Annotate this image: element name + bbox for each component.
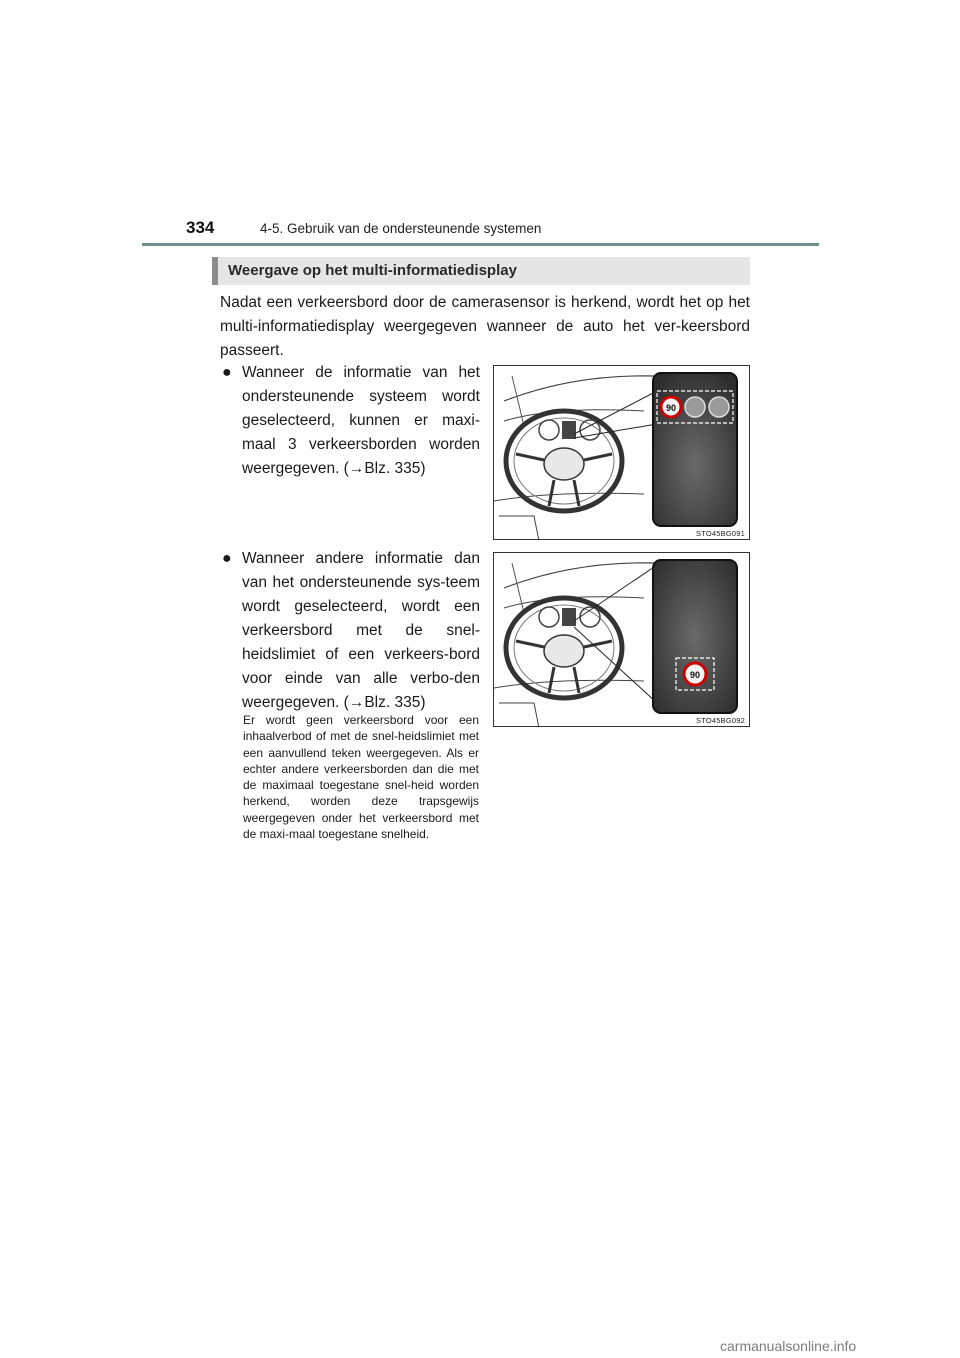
figure-code: STO45BG091 (696, 529, 745, 538)
speed-sign-value: 90 (665, 403, 677, 413)
section-header: Weergave op het multi-informatiedisplay (212, 257, 750, 285)
watermark: carmanualsonline.info (720, 1338, 857, 1354)
steering-wheel-illustration (494, 366, 750, 540)
page-number: 334 (186, 218, 215, 237)
traffic-sign-icon (685, 397, 705, 417)
bullet-icon: ● (222, 550, 232, 567)
bullet-item (222, 547, 480, 715)
intro-paragraph: Nadat een verkeersbord door de camerasensor is herkend, wordt het op het multi-informatiedisplay weergegeven wanneer de auto het ver-keersbord passeert. (220, 294, 750, 359)
figure-code: STO45BG092 (696, 716, 745, 725)
figure-dashboard-single-sign (493, 552, 750, 727)
steering-wheel-illustration (494, 553, 750, 727)
bullet-text: Wanneer de informatie van het ondersteunende systeem wordt geselecteerd, kunnen er maxi-maal 3 verkeersborden worden weergegeven. (→Blz. 335) (242, 364, 480, 477)
figure-dashboard-three-signs (493, 365, 750, 540)
note-paragraph: Er wordt geen verkeersbord voor een inhaalverbod of met de snel-heidslimiet met een aanvullend teken weergegeven. Als er echter andere verkeersborden dan die met de maximaal toegestane snel-heid worden herkend, worden deze trapsgewijs weergegeven onder het verkeersbord met de maxi-maal toegestane snelheid. (243, 713, 479, 842)
chapter-title: 4-5. Gebruik van de ondersteunende systemen (260, 221, 542, 236)
header-rule (142, 243, 819, 246)
bullet-text: Wanneer andere informatie dan van het ondersteunende sys-teem wordt geselecteerd, wordt een verkeersbord met de snel-heidslimiet of een verkeers-bord voor einde van alle verbo-den weergegeven. (→Blz. 335) (242, 550, 480, 711)
bullet-item (222, 361, 480, 481)
speed-sign-value: 90 (689, 670, 701, 680)
bullet-icon: ● (222, 364, 232, 381)
traffic-sign-icon (709, 397, 729, 417)
